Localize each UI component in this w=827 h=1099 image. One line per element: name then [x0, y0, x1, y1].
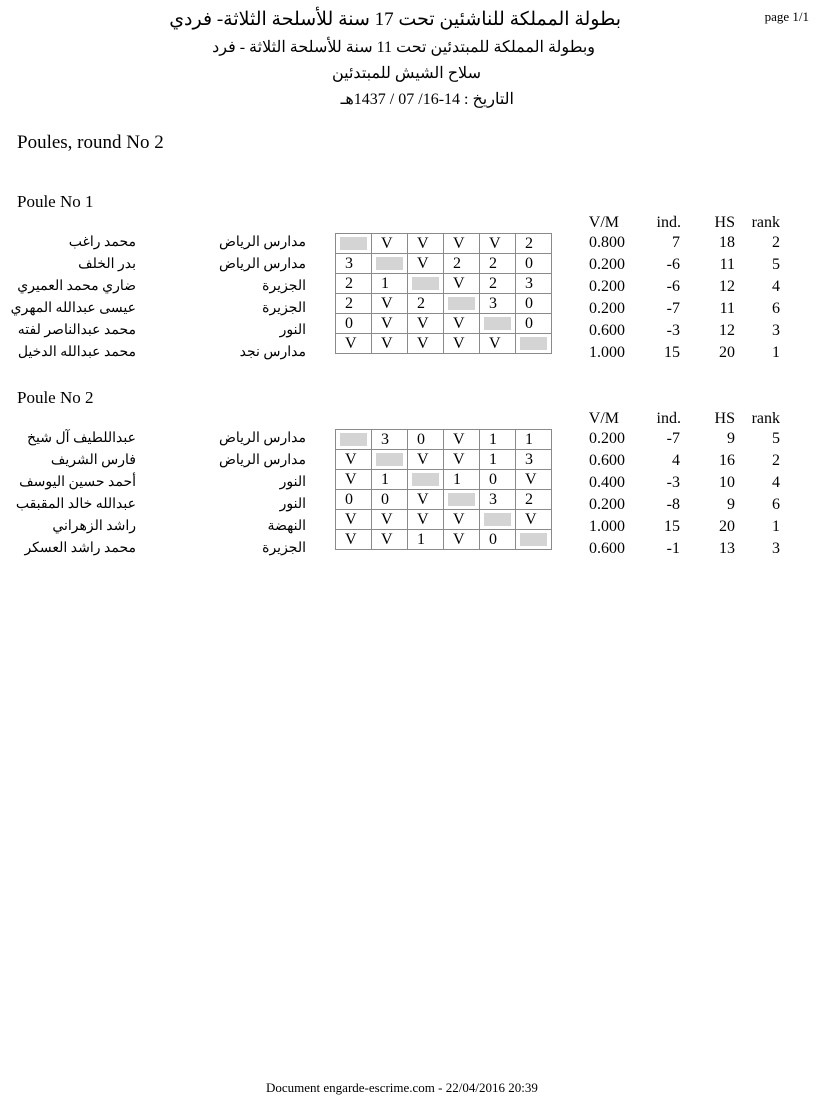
- self-bout-shade: [484, 317, 511, 330]
- bout-result-cell: 2: [336, 294, 372, 314]
- fencer-ind: -1: [666, 540, 680, 557]
- fencer-ind: -7: [666, 430, 680, 447]
- bout-result-cell: 0: [480, 470, 516, 490]
- fencer-vm: 1.000: [589, 344, 625, 361]
- table-row: [336, 510, 552, 530]
- bout-result-cell: 2: [516, 234, 552, 254]
- fencer-vm: 0.400: [589, 474, 625, 491]
- bout-result-cell: V: [408, 314, 444, 334]
- fencer-name: عبدالله خالد المقبقب: [15, 497, 136, 512]
- self-bout-cell: [372, 450, 408, 470]
- bout-result-cell: V: [336, 510, 372, 530]
- fencer-vm: 1.000: [589, 518, 625, 535]
- fencer-vm: 0.200: [589, 430, 625, 447]
- fencer-name: أحمد حسين اليوسف: [19, 475, 136, 490]
- table-row: [336, 234, 552, 254]
- poule-title: Poule No 1: [17, 192, 94, 211]
- self-bout-shade: [520, 533, 547, 546]
- bout-result-cell: 1: [372, 470, 408, 490]
- bout-result-cell: V: [372, 294, 408, 314]
- bout-result-cell: V: [444, 314, 480, 334]
- table-row: [336, 470, 552, 490]
- self-bout-shade: [412, 277, 439, 290]
- self-bout-shade: [412, 473, 439, 486]
- bout-result-cell: V: [444, 334, 480, 354]
- bout-result-cell: 0: [516, 314, 552, 334]
- table-row: [336, 274, 552, 294]
- bout-result-cell: 3: [336, 254, 372, 274]
- poule-results-grid: [335, 233, 552, 354]
- fencer-hs: 12: [719, 278, 735, 295]
- bout-result-cell: V: [444, 510, 480, 530]
- bout-result-cell: 0: [480, 530, 516, 550]
- self-bout-shade: [448, 297, 475, 310]
- bout-result-cell: 2: [516, 490, 552, 510]
- bout-result-cell: V: [444, 274, 480, 294]
- column-header-vm: V/M: [588, 214, 619, 231]
- fencer-ind: 15: [664, 344, 680, 361]
- table-row: [336, 450, 552, 470]
- bout-result-cell: V: [516, 510, 552, 530]
- fencer-name: محمد عبدالله الدخيل: [17, 345, 136, 360]
- self-bout-shade: [376, 257, 403, 270]
- fencer-club: مدارس الرياض: [218, 431, 306, 446]
- column-header-ind: ind.: [656, 410, 681, 427]
- bout-result-cell: V: [444, 234, 480, 254]
- fencer-ind: 7: [672, 234, 680, 251]
- fencer-rank: 3: [772, 322, 780, 339]
- fencer-club: مدارس الرياض: [218, 257, 306, 272]
- bout-result-cell: 2: [336, 274, 372, 294]
- fencer-club: الجزيرة: [262, 301, 306, 316]
- page-footer: Document engarde-escrime.com - 22/04/2016 20:39: [266, 1080, 538, 1095]
- self-bout-cell: [372, 254, 408, 274]
- bout-result-cell: V: [372, 510, 408, 530]
- fencer-hs: 11: [719, 300, 735, 317]
- fencer-name: محمد راشد العسكر: [24, 541, 136, 556]
- document-title: بطولة المملكة للناشئين تحت 17 سنة للأسلحة الثلاثة- فردي: [169, 9, 621, 30]
- bout-result-cell: 1: [480, 450, 516, 470]
- bout-result-cell: V: [444, 450, 480, 470]
- fencer-club: النهضة: [267, 519, 306, 534]
- column-header-rank: rank: [751, 410, 780, 427]
- document-subtitle: وبطولة المملكة للمبتدئين تحت 11 سنة للأسلحة الثلاثة - فرد: [212, 39, 595, 56]
- fencer-hs: 16: [719, 452, 735, 469]
- bout-result-cell: 3: [516, 274, 552, 294]
- fencer-ind: -6: [666, 278, 680, 295]
- bout-result-cell: V: [372, 530, 408, 550]
- table-row: [336, 314, 552, 334]
- fencer-rank: 4: [772, 474, 780, 491]
- self-bout-cell: [480, 510, 516, 530]
- fencer-rank: 3: [772, 540, 780, 557]
- self-bout-shade: [484, 513, 511, 526]
- bout-result-cell: 2: [408, 294, 444, 314]
- bout-result-cell: V: [480, 234, 516, 254]
- bout-result-cell: V: [480, 334, 516, 354]
- self-bout-cell: [480, 314, 516, 334]
- column-header-ind: ind.: [656, 214, 681, 231]
- fencer-hs: 18: [719, 234, 735, 251]
- fencer-hs: 10: [719, 474, 735, 491]
- fencer-rank: 1: [772, 344, 780, 361]
- bout-result-cell: 3: [372, 430, 408, 450]
- round-title: Poules, round No 2: [17, 132, 164, 153]
- fencer-name: فارس الشريف: [50, 453, 136, 468]
- bout-result-cell: 2: [480, 254, 516, 274]
- self-bout-cell: [516, 334, 552, 354]
- self-bout-shade: [448, 493, 475, 506]
- self-bout-shade: [340, 237, 367, 250]
- fencer-club: الجزيرة: [262, 279, 306, 294]
- fencer-hs: 12: [719, 322, 735, 339]
- self-bout-cell: [444, 294, 480, 314]
- fencer-hs: 13: [719, 540, 735, 557]
- fencer-hs: 11: [719, 256, 735, 273]
- fencer-ind: -3: [666, 322, 680, 339]
- bout-result-cell: V: [372, 314, 408, 334]
- fencer-ind: -7: [666, 300, 680, 317]
- fencer-name: عبداللطيف آل شيخ: [27, 431, 136, 446]
- fencer-rank: 2: [772, 234, 780, 251]
- bout-result-cell: 1: [480, 430, 516, 450]
- bout-result-cell: 2: [480, 274, 516, 294]
- table-row: [336, 490, 552, 510]
- column-header-hs: HS: [714, 214, 735, 231]
- fencer-rank: 4: [772, 278, 780, 295]
- fencer-name: محمد عبدالناصر لفته: [17, 323, 136, 338]
- bout-result-cell: V: [516, 470, 552, 490]
- self-bout-cell: [408, 470, 444, 490]
- self-bout-cell: [444, 490, 480, 510]
- fencer-vm: 0.200: [589, 256, 625, 273]
- bout-result-cell: V: [408, 510, 444, 530]
- table-row: [336, 430, 552, 450]
- bout-result-cell: V: [408, 450, 444, 470]
- weapon-label: سلاح الشيش للمبتدئين: [331, 65, 481, 82]
- fencer-club: مدارس الرياض: [218, 235, 306, 250]
- poule-results-grid: [335, 429, 552, 550]
- fencer-vm: 0.800: [589, 234, 625, 251]
- bout-result-cell: V: [408, 334, 444, 354]
- fencer-name: راشد الزهراني: [52, 519, 136, 534]
- bout-result-cell: 1: [516, 430, 552, 450]
- poule-title: Poule No 2: [17, 388, 94, 407]
- fencer-rank: 5: [772, 430, 780, 447]
- column-header-hs: HS: [714, 410, 735, 427]
- bout-result-cell: 3: [516, 450, 552, 470]
- self-bout-cell: [336, 430, 372, 450]
- fencer-hs: 20: [719, 518, 735, 535]
- fencer-vm: 0.600: [589, 452, 625, 469]
- self-bout-cell: [408, 274, 444, 294]
- bout-result-cell: V: [408, 254, 444, 274]
- fencer-hs: 9: [727, 430, 735, 447]
- bout-result-cell: 0: [516, 254, 552, 274]
- column-header-rank: rank: [751, 214, 780, 231]
- table-row: [336, 334, 552, 354]
- fencer-ind: -3: [666, 474, 680, 491]
- bout-result-cell: 2: [444, 254, 480, 274]
- fencer-hs: 20: [719, 344, 735, 361]
- bout-result-cell: 1: [372, 274, 408, 294]
- bout-result-cell: V: [444, 530, 480, 550]
- fencer-name: محمد راغب: [68, 235, 136, 250]
- bout-result-cell: 0: [372, 490, 408, 510]
- fencer-ind: -8: [666, 496, 680, 513]
- fencer-ind: -6: [666, 256, 680, 273]
- fencer-club: النور: [279, 497, 306, 512]
- bout-result-cell: V: [408, 490, 444, 510]
- column-header-vm: V/M: [588, 410, 619, 427]
- fencer-rank: 1: [772, 518, 780, 535]
- bout-result-cell: 0: [336, 490, 372, 510]
- bout-result-cell: V: [336, 450, 372, 470]
- bout-result-cell: 0: [336, 314, 372, 334]
- table-row: [336, 294, 552, 314]
- fencer-hs: 9: [727, 496, 735, 513]
- fencer-ind: 4: [672, 452, 680, 469]
- bout-result-cell: V: [372, 334, 408, 354]
- fencer-ind: 15: [664, 518, 680, 535]
- bout-result-cell: V: [336, 334, 372, 354]
- fencer-club: النور: [279, 475, 306, 490]
- fencer-name: ضاري محمد العميري: [17, 279, 136, 294]
- date-label: التاريخ : 14-16/ 07 / 1437هـ: [340, 91, 514, 108]
- fencer-name: عيسى عبدالله المهري: [10, 301, 136, 316]
- bout-result-cell: 3: [480, 294, 516, 314]
- fencer-club: الجزيرة: [262, 541, 306, 556]
- self-bout-shade: [340, 433, 367, 446]
- fencer-rank: 6: [772, 496, 780, 513]
- fencer-vm: 0.200: [589, 496, 625, 513]
- fencer-rank: 2: [772, 452, 780, 469]
- fencer-club: مدارس الرياض: [218, 453, 306, 468]
- fencer-vm: 0.600: [589, 322, 625, 339]
- bout-result-cell: V: [444, 430, 480, 450]
- page-number: page 1/1: [764, 9, 809, 24]
- table-row: [336, 530, 552, 550]
- bout-result-cell: 0: [516, 294, 552, 314]
- fencer-vm: 0.200: [589, 278, 625, 295]
- bout-result-cell: 3: [480, 490, 516, 510]
- fencer-rank: 5: [772, 256, 780, 273]
- fencer-name: بدر الخلف: [78, 257, 136, 272]
- self-bout-cell: [336, 234, 372, 254]
- table-row: [336, 254, 552, 274]
- fencer-club: مدارس نجد: [239, 345, 306, 360]
- self-bout-cell: [516, 530, 552, 550]
- fencer-rank: 6: [772, 300, 780, 317]
- fencer-club: النور: [279, 323, 306, 338]
- bout-result-cell: V: [336, 470, 372, 490]
- bout-result-cell: 1: [408, 530, 444, 550]
- bout-result-cell: 0: [408, 430, 444, 450]
- bout-result-cell: 1: [444, 470, 480, 490]
- bout-result-cell: V: [372, 234, 408, 254]
- fencer-vm: 0.200: [589, 300, 625, 317]
- bout-result-cell: V: [408, 234, 444, 254]
- fencer-vm: 0.600: [589, 540, 625, 557]
- self-bout-shade: [376, 453, 403, 466]
- self-bout-shade: [520, 337, 547, 350]
- bout-result-cell: V: [336, 530, 372, 550]
